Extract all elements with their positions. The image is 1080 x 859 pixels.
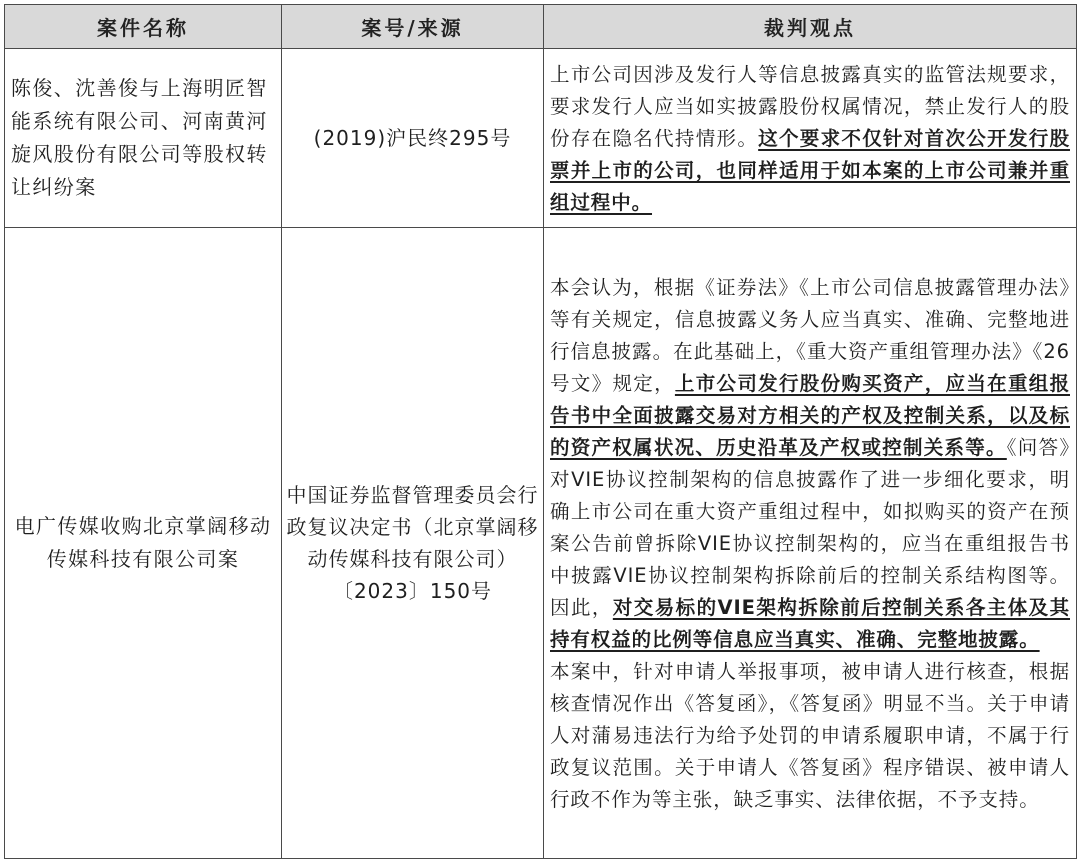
header-judgment-opinion: 裁判观点 (544, 5, 1077, 49)
case-name-cell: 电广传媒收购北京掌阔移动传媒科技有限公司案 (5, 228, 282, 859)
opinion-cell (544, 49, 1077, 228)
opinion-text: 本会认为，根据《证券法》《上市公司信息披露管理办法》等有关规定，信息披露义务人应当真实、准确、完整地进行信息披露。在此基础上，《重大资产重组管理办法》《26号文》规定， (550, 276, 1070, 395)
opinion-text: 上市公司因涉及发行人等信息披露真实的监管法规要求，要求发行人应当如实披露股份权属情况，禁止发行人的股份存在隐名代持情形。 (550, 63, 1070, 150)
opinion-emphasis: 这个要求不仅针对首次公开发行股票并上市的公司，也同样适用于如本案的上市公司兼并重组过程中。 (550, 127, 1070, 214)
opinion-paragraph (550, 656, 1070, 816)
case-source-cell: 中国证券监督管理委员会行政复议决定书（北京掌阔移动传媒科技有限公司）〔2023〕150号 (282, 228, 544, 859)
opinion-text: 本案中，针对申请人举报事项，被申请人进行核查，根据核查情况作出《答复函》，《答复函》明显不当。关于申请人对蒲易违法行为给予处罚的申请系履职申请，不属于行政复议范围。关于申请人《答复函》程序错误、被申请人行政不作为等主张，缺乏事实、法律依据，不予支持。 (550, 660, 1070, 811)
opinion-text: 《问答》对VIE协议控制架构的信息披露作了进一步细化要求，明确上市公司在重大资产重组过程中，如拟购买的资产在预案公告前曾拆除VIE协议控制架构的，应当在重组报告书中披露VIE协议控制架构拆除前后的控制关系结构图等。因此， (550, 436, 1070, 619)
opinion-paragraph (550, 272, 1070, 656)
opinion-emphasis: 对交易标的VIE架构拆除前后控制关系各主体及其持有权益的比例等信息应当真实、准确、完整地披露。 (550, 596, 1070, 651)
table-row (5, 49, 1077, 228)
opinion-cell (544, 228, 1077, 859)
case-name-cell: 陈俊、沈善俊与上海明匠智能系统有限公司、河南黄河旋风股份有限公司等股权转让纠纷案 (5, 49, 282, 228)
table-row (5, 228, 1077, 859)
header-case-number-source: 案号/来源 (282, 5, 544, 49)
case-table (4, 4, 1077, 859)
table-header-row (5, 5, 1077, 49)
opinion-emphasis: 上市公司发行股份购买资产，应当在重组报告书中全面披露交易对方相关的产权及控制关系，以及标的资产权属状况、历史沿革及产权或控制关系等。 (550, 372, 1070, 459)
case-source-cell: (2019)沪民终295号 (282, 49, 544, 228)
header-case-name: 案件名称 (5, 5, 282, 49)
